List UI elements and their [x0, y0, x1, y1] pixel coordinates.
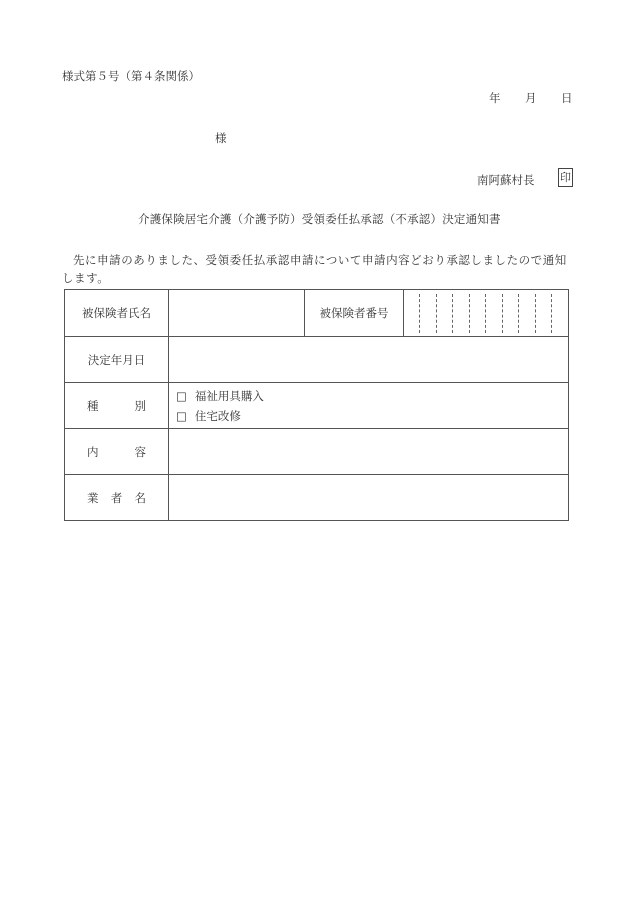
category-label-char: 種 [87, 398, 99, 413]
vendor-label [65, 475, 169, 521]
category-label [65, 383, 169, 429]
digit-divider [535, 294, 536, 333]
form-number: 様式第５号（第４条関係） [62, 69, 200, 83]
table-row-content [65, 429, 569, 475]
insured-name-label: 被保険者氏名 [65, 290, 169, 337]
table-row-decision-date [65, 337, 569, 383]
date-line [489, 90, 573, 106]
vendor-label-char: 名 [134, 490, 146, 505]
checkbox-icon[interactable]: □ [176, 388, 187, 403]
table-row-insured [65, 290, 569, 337]
decision-date-field[interactable] [169, 337, 569, 383]
digit-divider [551, 294, 552, 333]
digit-divider [436, 294, 437, 333]
content-label-char: 内 [87, 444, 99, 459]
option-home-renovation[interactable] [176, 406, 568, 426]
digit-divider [502, 294, 503, 333]
content-field[interactable] [169, 429, 569, 475]
content-label-char: 容 [134, 444, 146, 459]
addressee-suffix: 様 [215, 131, 227, 145]
option-label: 福祉用具購入 [194, 388, 264, 403]
date-year: 年 [489, 91, 501, 105]
form-table [64, 289, 569, 521]
vendor-label-char: 者 [110, 490, 123, 505]
digit-divider [469, 294, 470, 333]
table-row-vendor [65, 475, 569, 521]
insured-number-field[interactable] [404, 290, 569, 337]
option-label: 住宅改修 [194, 408, 241, 423]
digit-divider [485, 294, 486, 333]
date-day: 日 [561, 91, 573, 105]
digit-divider [518, 294, 519, 333]
category-label-text [65, 398, 168, 414]
digit-divider [419, 294, 420, 333]
content-label [65, 429, 169, 475]
insured-number-digit-boxes [404, 291, 568, 336]
vendor-label-text [65, 490, 168, 506]
issuer-name: 南阿蘇村長 [477, 173, 535, 187]
seal-stamp: 印 [558, 168, 573, 187]
category-label-char: 別 [134, 398, 146, 413]
insured-name-field[interactable] [169, 290, 305, 337]
content-label-text [65, 444, 168, 460]
insured-number-label: 被保険者番号 [305, 290, 404, 337]
digit-divider [452, 294, 453, 333]
vendor-label-char: 業 [87, 490, 99, 505]
category-options [169, 383, 569, 429]
document-title: 介護保険居宅介護（介護予防）受領委任払承認（不承認）決定通知書 [138, 212, 501, 226]
option-welfare-equipment[interactable] [176, 386, 568, 406]
body-paragraph: 先に申請のありました、受領委任払承認申請について申請内容どおり承認しましたので通知します。 [62, 253, 567, 285]
vendor-name-field[interactable] [169, 475, 569, 521]
table-row-category [65, 383, 569, 429]
checkbox-icon[interactable]: □ [176, 408, 187, 423]
date-month: 月 [525, 91, 537, 105]
decision-date-label: 決定年月日 [65, 337, 169, 383]
